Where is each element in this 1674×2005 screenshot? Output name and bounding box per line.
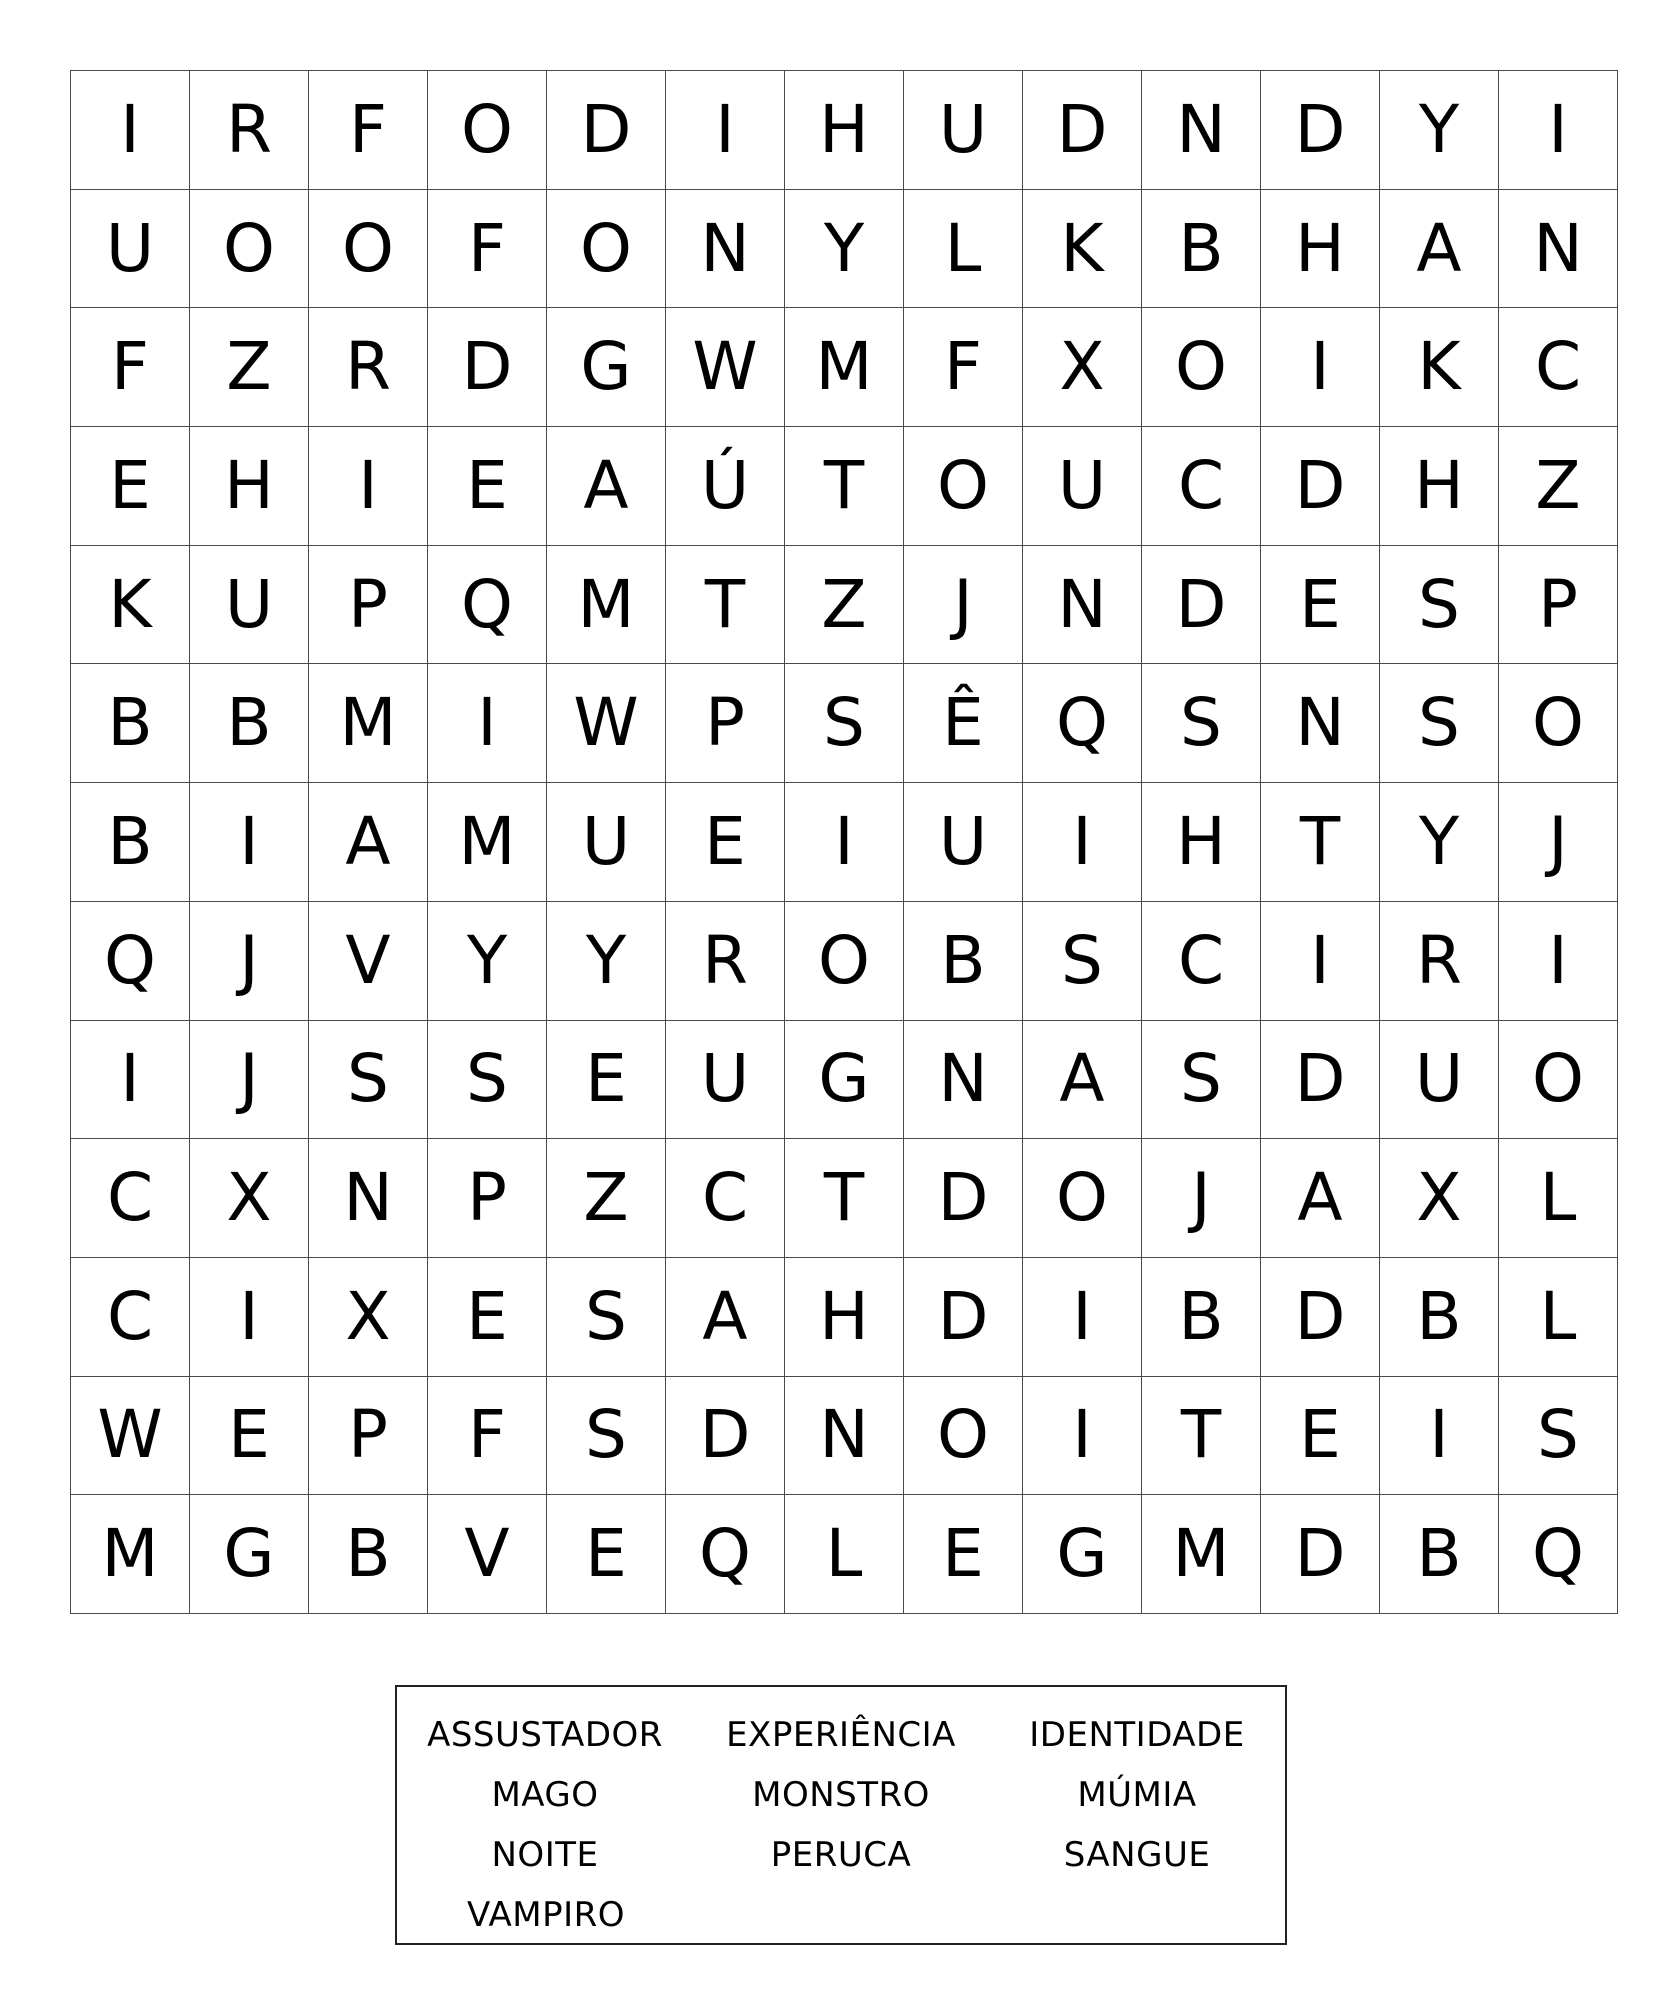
grid-cell[interactable]: I [1261,901,1380,1020]
grid-cell[interactable]: E [666,783,785,902]
grid-cell[interactable]: D [1023,71,1142,190]
grid-cell[interactable]: D [428,308,547,427]
grid-cell[interactable]: S [1499,1376,1618,1495]
letter-grid [70,70,1618,1614]
grid-cell[interactable]: S [785,664,904,783]
grid-cell[interactable]: E [428,1257,547,1376]
grid-cell[interactable]: I [71,1020,190,1139]
grid-cell[interactable]: V [309,901,428,1020]
grid-cell[interactable]: Ê [904,664,1023,783]
grid-row [71,901,1618,1020]
grid-cell[interactable]: S [1142,664,1261,783]
grid-cell[interactable]: I [1499,901,1618,1020]
grid-cell[interactable]: O [547,189,666,308]
grid-cell[interactable]: Q [1499,1495,1618,1614]
word-list-row [397,1885,1285,1945]
grid-cell[interactable]: Z [547,1139,666,1258]
grid-cell[interactable]: Y [785,189,904,308]
grid-cell[interactable]: S [1380,664,1499,783]
grid-cell[interactable]: S [547,1257,666,1376]
word-list-row [397,1825,1285,1885]
grid-cell[interactable]: T [666,545,785,664]
grid-cell[interactable]: H [190,427,309,546]
grid-cell[interactable]: N [1261,664,1380,783]
word-list-item: EXPERIÊNCIA [726,1715,956,1755]
grid-cell[interactable]: K [71,545,190,664]
grid-cell[interactable]: N [1023,545,1142,664]
grid-cell[interactable]: D [904,1257,1023,1376]
grid-cell[interactable]: E [190,1376,309,1495]
word-list-item: ASSUSTADOR [427,1715,663,1755]
grid-row [71,308,1618,427]
grid-cell[interactable]: O [309,189,428,308]
grid-cell[interactable]: P [309,1376,428,1495]
grid-cell[interactable]: O [904,1376,1023,1495]
grid-cell[interactable]: S [1023,901,1142,1020]
grid-cell[interactable]: T [785,427,904,546]
grid-cell[interactable]: Z [1499,427,1618,546]
grid-cell[interactable]: K [1380,308,1499,427]
grid-cell[interactable]: R [309,308,428,427]
grid-cell[interactable]: Y [1380,71,1499,190]
grid-cell[interactable]: B [309,1495,428,1614]
grid-cell[interactable]: N [1142,71,1261,190]
grid-cell[interactable]: X [309,1257,428,1376]
grid-cell[interactable]: M [71,1495,190,1614]
grid-cell[interactable]: U [547,783,666,902]
grid-cell[interactable]: U [71,189,190,308]
grid-cell[interactable]: S [428,1020,547,1139]
word-list [395,1685,1287,1945]
grid-cell[interactable]: D [547,71,666,190]
grid-cell[interactable]: I [785,783,904,902]
grid-row [71,1020,1618,1139]
grid-cell[interactable]: T [785,1139,904,1258]
grid-cell[interactable]: Y [428,901,547,1020]
grid-cell[interactable]: G [1023,1495,1142,1614]
grid-cell[interactable]: B [1142,1257,1261,1376]
grid-cell[interactable]: C [1142,427,1261,546]
grid-cell[interactable]: I [428,664,547,783]
grid-row [71,189,1618,308]
grid-cell[interactable]: I [1023,1257,1142,1376]
grid-row [71,545,1618,664]
grid-cell[interactable]: O [904,427,1023,546]
grid-cell[interactable]: Q [428,545,547,664]
grid-cell[interactable]: S [1380,545,1499,664]
word-list-item: MAGO [491,1775,599,1815]
grid-cell[interactable]: A [1023,1020,1142,1139]
grid-cell[interactable]: P [666,664,785,783]
grid-row [71,1139,1618,1258]
word-list-item: MÚMIA [1077,1775,1197,1815]
grid-cell[interactable]: J [904,545,1023,664]
grid-cell[interactable]: E [71,427,190,546]
grid-cell[interactable]: F [71,308,190,427]
grid-cell[interactable]: H [1380,427,1499,546]
grid-cell[interactable]: A [547,427,666,546]
grid-cell[interactable]: O [1023,1139,1142,1258]
grid-cell[interactable]: E [547,1020,666,1139]
grid-cell[interactable]: V [428,1495,547,1614]
grid-cell[interactable]: S [547,1376,666,1495]
grid-cell[interactable]: D [1142,545,1261,664]
word-list-item: NOITE [491,1835,599,1875]
grid-cell[interactable]: S [309,1020,428,1139]
grid-cell[interactable]: D [904,1139,1023,1258]
grid-cell[interactable]: Z [190,308,309,427]
grid-cell[interactable]: T [1142,1376,1261,1495]
grid-cell[interactable]: I [666,71,785,190]
grid-cell[interactable]: E [547,1495,666,1614]
grid-cell[interactable]: J [1499,783,1618,902]
grid-cell[interactable]: H [785,71,904,190]
grid-cell[interactable]: E [1261,545,1380,664]
grid-cell[interactable]: B [1380,1257,1499,1376]
grid-cell[interactable]: O [785,901,904,1020]
grid-cell[interactable]: F [309,71,428,190]
grid-cell[interactable]: H [1261,189,1380,308]
grid-cell[interactable]: O [1499,1020,1618,1139]
grid-cell[interactable]: D [666,1376,785,1495]
word-list-item: VAMPIRO [466,1895,626,1935]
grid-cell[interactable]: O [428,71,547,190]
grid-cell[interactable]: C [1142,901,1261,1020]
grid-cell[interactable]: E [1261,1376,1380,1495]
grid-cell[interactable]: N [785,1376,904,1495]
grid-cell[interactable]: D [1261,427,1380,546]
grid-cell[interactable]: F [904,308,1023,427]
grid-cell[interactable]: U [1380,1020,1499,1139]
grid-cell[interactable]: A [1380,189,1499,308]
grid-cell[interactable]: G [190,1495,309,1614]
grid-cell[interactable]: U [1023,427,1142,546]
word-list-row [397,1765,1285,1825]
grid-cell[interactable]: N [1499,189,1618,308]
grid-cell[interactable]: A [666,1257,785,1376]
grid-cell[interactable]: M [428,783,547,902]
grid-cell[interactable]: H [785,1257,904,1376]
grid-cell[interactable]: O [1499,664,1618,783]
grid-cell[interactable]: U [904,71,1023,190]
grid-cell[interactable]: X [1380,1139,1499,1258]
grid-cell[interactable]: S [1142,1020,1261,1139]
grid-cell[interactable]: L [904,189,1023,308]
grid-cell[interactable]: W [71,1376,190,1495]
grid-cell[interactable]: L [1499,1257,1618,1376]
grid-cell[interactable]: Q [666,1495,785,1614]
grid-cell[interactable]: B [904,901,1023,1020]
grid-cell[interactable]: M [309,664,428,783]
grid-cell[interactable]: G [785,1020,904,1139]
grid-cell[interactable]: K [1023,189,1142,308]
grid-cell[interactable]: D [1261,1257,1380,1376]
grid-cell[interactable]: D [1261,1495,1380,1614]
grid-cell[interactable]: E [428,427,547,546]
grid-row [71,1257,1618,1376]
grid-cell[interactable]: M [785,308,904,427]
word-list-item: MONSTRO [752,1775,930,1815]
grid-cell[interactable]: Z [785,545,904,664]
grid-cell[interactable]: I [1380,1376,1499,1495]
grid-cell[interactable]: C [1499,308,1618,427]
grid-cell[interactable]: H [1142,783,1261,902]
grid-cell[interactable]: C [666,1139,785,1258]
word-list-row [397,1705,1285,1765]
grid-cell[interactable]: R [666,901,785,1020]
grid-cell[interactable]: W [666,308,785,427]
grid-cell[interactable]: M [1142,1495,1261,1614]
grid-cell[interactable]: R [190,71,309,190]
grid-cell[interactable]: I [1023,783,1142,902]
grid-row [71,783,1618,902]
grid-cell[interactable]: J [190,1020,309,1139]
grid-cell[interactable]: C [71,1139,190,1258]
grid-cell[interactable]: I [1499,71,1618,190]
grid-cell[interactable]: T [1261,783,1380,902]
grid-cell[interactable]: J [190,901,309,1020]
grid-cell[interactable]: Ú [666,427,785,546]
word-list-item: PERUCA [770,1835,912,1875]
grid-cell[interactable]: G [547,308,666,427]
grid-cell[interactable]: B [1142,189,1261,308]
grid-row [71,71,1618,190]
grid-cell[interactable]: U [666,1020,785,1139]
grid-cell[interactable]: C [71,1257,190,1376]
grid-cell[interactable]: I [71,71,190,190]
grid-cell[interactable]: I [190,783,309,902]
grid-cell[interactable]: M [547,545,666,664]
grid-cell[interactable]: I [1261,308,1380,427]
grid-cell[interactable]: X [1023,308,1142,427]
grid-cell[interactable]: O [1142,308,1261,427]
word-list-item: SANGUE [1063,1835,1211,1875]
grid-cell[interactable]: Q [71,901,190,1020]
grid-cell[interactable]: F [428,1376,547,1495]
grid-cell[interactable]: B [71,783,190,902]
grid-cell[interactable]: P [309,545,428,664]
grid-cell[interactable]: P [428,1139,547,1258]
word-list-item: IDENTIDADE [1029,1715,1245,1755]
grid-cell[interactable]: R [1380,901,1499,1020]
grid-cell[interactable]: N [666,189,785,308]
grid-cell[interactable]: E [904,1495,1023,1614]
grid-cell[interactable]: Q [1023,664,1142,783]
grid-cell[interactable]: Y [1380,783,1499,902]
grid-cell[interactable]: L [1499,1139,1618,1258]
grid-cell[interactable]: J [1142,1139,1261,1258]
grid-row [71,664,1618,783]
grid-cell[interactable]: B [1380,1495,1499,1614]
grid-cell[interactable]: I [1023,1376,1142,1495]
grid-cell[interactable]: A [309,783,428,902]
grid-cell[interactable]: P [1499,545,1618,664]
grid-cell[interactable]: D [1261,71,1380,190]
grid-row [71,1495,1618,1614]
grid-cell[interactable]: I [309,427,428,546]
grid-cell[interactable]: U [904,783,1023,902]
grid-cell[interactable]: O [190,189,309,308]
grid-cell[interactable]: I [190,1257,309,1376]
grid-cell[interactable]: N [309,1139,428,1258]
grid-cell[interactable]: F [428,189,547,308]
grid-cell[interactable]: L [785,1495,904,1614]
grid-cell[interactable]: X [190,1139,309,1258]
grid-cell[interactable]: D [1261,1020,1380,1139]
grid-row [71,427,1618,546]
grid-row [71,1376,1618,1495]
grid-cell[interactable]: B [71,664,190,783]
grid-cell[interactable]: W [547,664,666,783]
grid-cell[interactable]: A [1261,1139,1380,1258]
grid-cell[interactable]: B [190,664,309,783]
grid-cell[interactable]: N [904,1020,1023,1139]
grid-cell[interactable]: U [190,545,309,664]
grid-cell[interactable]: Y [547,901,666,1020]
